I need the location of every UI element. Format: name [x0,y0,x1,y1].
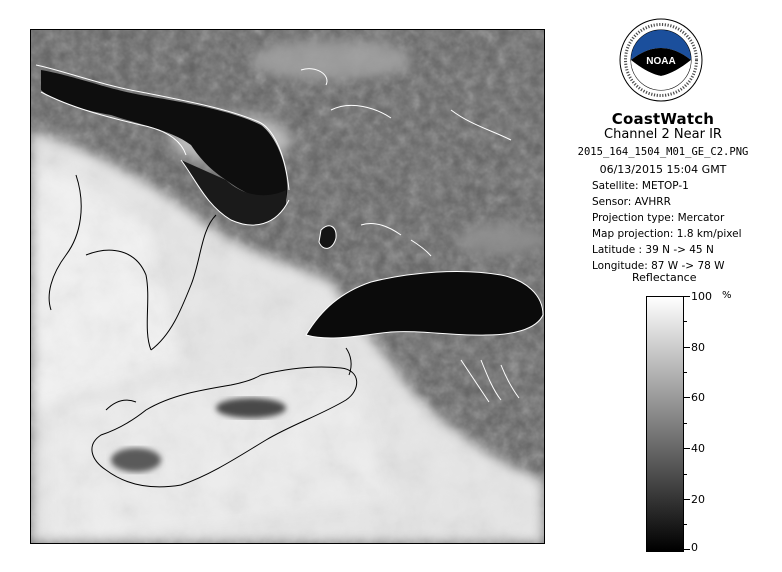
colorbar-tick [683,347,690,348]
map-projection-info: Map projection: 1.8 km/pixel [592,228,742,240]
colorbar-minor-tick [683,321,687,322]
product-title: CoastWatch [611,110,715,128]
noaa-seal-icon [619,18,703,102]
noaa-logo [619,18,703,102]
colorbar-minor-tick [683,524,687,525]
colorbar-tick-label: 0 [691,541,698,554]
colorbar-tick [683,296,690,297]
satellite-info: Satellite: METOP-1 [592,180,689,192]
colorbar-minor-tick [683,423,687,424]
colorbar-tick-label: 80 [691,341,705,354]
colorbar-minor-tick [683,474,687,475]
satellite-map [31,30,544,543]
colorbar-tick-label: 40 [691,442,705,455]
satellite-image [30,29,545,544]
colorbar-units: % [722,290,732,301]
projection-type-info: Projection type: Mercator [592,212,725,224]
colorbar-tick [683,397,690,398]
latitude-info: Latitude : 39 N -> 45 N [592,244,714,256]
colorbar-minor-tick [683,372,687,373]
colorbar-tick-label: 20 [691,493,705,506]
sensor-info: Sensor: AVHRR [592,196,671,208]
longitude-info: Longitude: 87 W -> 78 W [592,260,725,272]
colorbar-tick [683,499,690,500]
colorbar-tick [683,549,690,550]
colorbar-tick-label: 100 [691,290,712,303]
reflectance-colorbar [646,296,684,552]
datetime-label: 06/13/2015 15:04 GMT [599,163,727,176]
colorbar-tick [683,448,690,449]
channel-label: Channel 2 Near IR [604,127,722,142]
filename-label: 2015_164_1504_M01_GE_C2.PNG [577,146,749,158]
colorbar-tick-label: 60 [691,391,705,404]
colorbar-label: Reflectance [632,271,697,284]
logo-text: NOAA [646,56,676,67]
